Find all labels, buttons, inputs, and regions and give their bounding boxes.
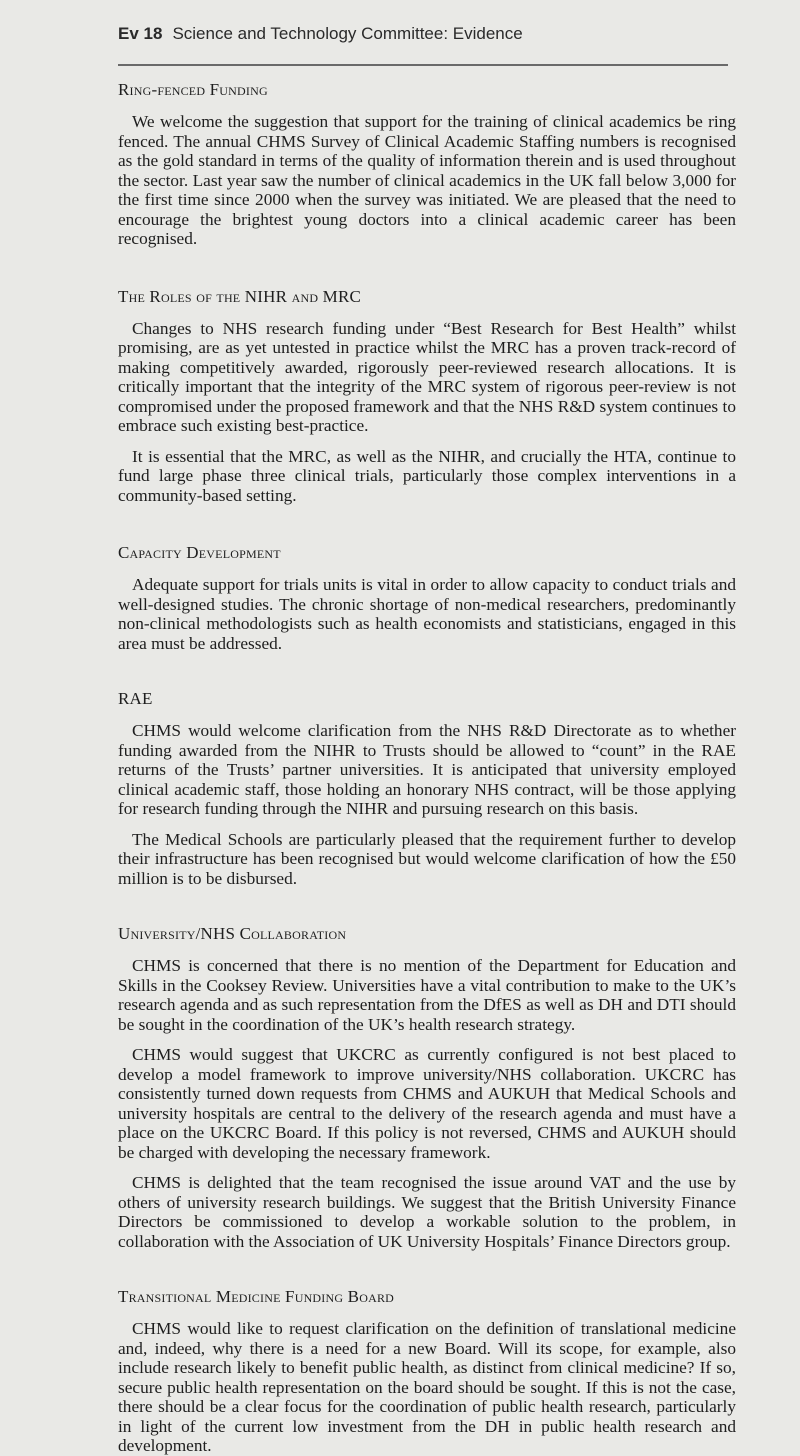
section-heading: University/NHS Collaboration <box>118 924 347 943</box>
section-heading: Ring-fenced Funding <box>118 80 268 99</box>
paragraph: CHMS would suggest that UKCRC as currently configured is not best placed to develop a model framework to improve university/NHS collaboration. UKCRC has consistently turned down requests from CHMS and AUKUH that Medical Schools and university hospitals are central to the delivery of the research agenda and must have a place on the UKCRC Board. If this policy is not reversed, CHMS and AUKUH should be charged with developing the necessary framework. <box>118 1045 736 1162</box>
paragraph: We welcome the suggestion that support for the training of clinical academics be ring fenced. The annual CHMS Survey of Clinical Academic Staffing numbers is recognised as the gold standard in terms of the quality of information therein and is used throughout the sector. Last year saw the number of clinical academics in the UK fall below 3,000 for the first time since 2000 when the survey was initiated. We are pleased that the need to encourage the brightest young doctors into a clinical academic career has been recognised. <box>118 112 736 248</box>
paragraph: CHMS is delighted that the team recognised the issue around VAT and the use by others of university research buildings. We suggest that the British University Finance Directors be commissioned to develop a workable solution to the problem, in collaboration with the Association of UK University Hospitals’ Finance Directors group. <box>118 1173 736 1251</box>
paragraph: The Medical Schools are particularly pleased that the requirement further to develop their infrastructure has been recognised but would welcome clarification of how the £50 million is to be disbursed. <box>118 829 736 888</box>
paragraph: It is essential that the MRC, as well as the NIHR, and crucially the HTA, continue to fund large phase three clinical trials, particularly those complex interventions in a community-based setting. <box>118 446 736 505</box>
header-rule <box>118 64 728 66</box>
document-body <box>118 78 736 1456</box>
paragraph: Adequate support for trials units is vital in order to allow capacity to conduct trials and well-designed studies. The chronic shortage of non-medical researchers, predominantly non-clinical methodologists such as health economists and statisticians, engaged in this area must be addressed. <box>118 575 736 653</box>
section-heading: Capacity Development <box>118 543 281 562</box>
paragraph: CHMS is concerned that there is no mention of the Department for Education and Skills in the Cooksey Review. Universities have a vital contribution to make to the UK’s research agenda and as such representation from the DfES as well as DH and DTI should be sought in the coordination of the UK’s health research strategy. <box>118 956 736 1034</box>
paragraph: CHMS would welcome clarification from the NHS R&D Directorate as to whether funding awarded from the NIHR to Trusts should be allowed to “count” in the RAE returns of the Trusts’ partner universities. It is anticipated that university employed clinical academic staff, those holding an honorary NHS contract, will be those applying for research funding through the NIHR and pursuing research on this basis. <box>118 721 736 818</box>
page-number: Ev 18 <box>118 24 163 43</box>
paragraph: CHMS would like to request clarification on the definition of translational medicine and, indeed, why there is a need for a new Board. Will its scope, for example, also include research likely to benefit public health, as distinct from clinical medicine? If so, secure public health representation on the board should be sought. If this is not the case, there should be a clear focus for the coordination of public health research, particularly in light of the current low investment from the DH in public health research and development. <box>118 1319 736 1455</box>
running-header <box>118 24 523 44</box>
section-heading: RAE <box>118 689 153 708</box>
section-heading: Transitional Medicine Funding Board <box>118 1287 395 1306</box>
paragraph: Changes to NHS research funding under “Best Research for Best Health” whilst promising, are as yet untested in practice whilst the MRC has a proven track-record of making competitively awarded, rigorously peer-reviewed research allocations. It is critically important that the integrity of the MRC system of rigorous peer-review is not compromised under the proposed framework and that the NHS R&D system continues to embrace such existing best-practice. <box>118 318 736 435</box>
header-title: Science and Technology Committee: Evidence <box>172 24 523 43</box>
section-heading: The Roles of the NIHR and MRC <box>118 286 362 306</box>
